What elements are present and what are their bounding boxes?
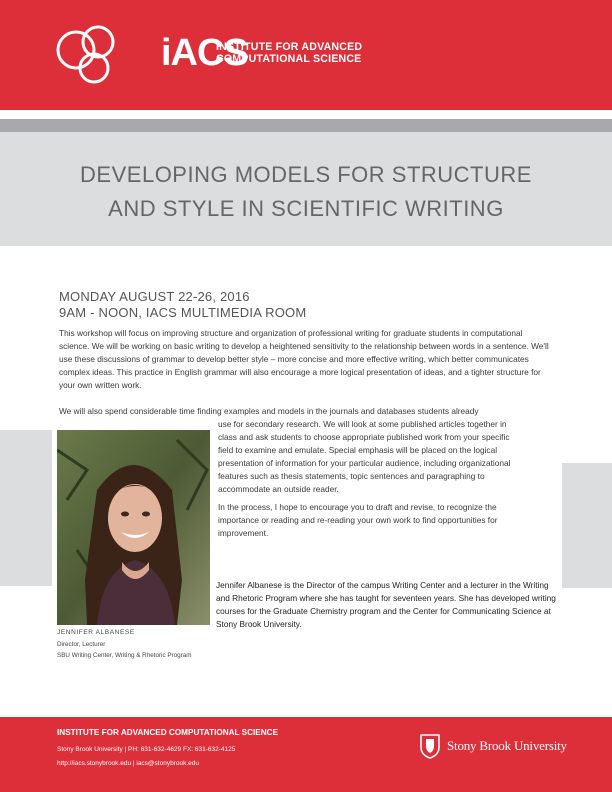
footer-org: INSTITUTE FOR ADVANCED COMPUTATIONAL SCIENCE: [57, 728, 279, 737]
institute-line-2: COMPUTATIONAL SCIENCE: [216, 53, 362, 65]
body-paragraph-3: In the process, I hope to encourage you to draft and revise, to recognize the importance or reading and re-reading your own work to find opportunities for improvement.: [218, 502, 498, 538]
event-date: MONDAY AUGUST 22-26, 2016: [59, 289, 250, 304]
university-name: Stony Brook University: [447, 738, 567, 753]
institute-line-1: INSTITUTE FOR ADVANCED: [216, 41, 363, 53]
title-line-1: DEVELOPING MODELS FOR STRUCTURE: [80, 162, 532, 187]
event-datetime: [59, 289, 306, 321]
footer-address: Stony Brook University | PH: 631-632-4629 FX: 631-632-4125: [57, 746, 236, 753]
speaker-photo: [57, 430, 210, 625]
institute-name: [216, 41, 362, 65]
footer-web[interactable]: http://iacs.stonybrook.edu | iacs@stonybrook.edu: [57, 760, 199, 767]
body-paragraph-2-rest: use for secondary research. We will look at some published articles together in class and ask students to choose appropriate published work from your specific field to examine and emulate. Special emphasis will be placed on the logical presentation of information for your particular audience, including organizational features such as thesis statements, topic sentences and paragraphing to accommodate an outside reader.: [218, 419, 511, 494]
logo-wordmark: iACS: [161, 32, 248, 74]
divider-stripe: [0, 119, 612, 132]
speaker-role: Director, Lecturer: [57, 641, 106, 648]
body-paragraph-2-start: We will also spend considerable time finding examples and models in the journals and databases students already: [59, 406, 479, 416]
speaker-name: JENNIFER ALBANESE: [57, 629, 135, 636]
side-decor-right: [562, 463, 612, 588]
title-line-2: AND STYLE IN SCIENTIFIC WRITING: [108, 196, 504, 221]
speaker-dept: SBU Writing Center, Writing & Rhetoric Program: [57, 652, 192, 659]
page-title: [0, 158, 612, 226]
event-time-place: 9AM - NOON, IACS MULTIMEDIA ROOM: [59, 305, 307, 320]
iacs-rings-icon: [52, 24, 162, 90]
side-decor-left: [0, 430, 52, 586]
body-paragraph-1: This workshop will focus on improving structure and organization of professional writing for graduate students in computational science. We will be working on basic writing to develop a heightened sensitivity to the relationship between words in a sentence. We'll use these discussions of grammar to develop better style – more concise and more effective writing, which better communicates complex ideas. This practice in English grammar will also encourage a more logical presentation of ideas, and a tighter structure for your own written work.: [59, 328, 549, 390]
iacs-logo: [52, 24, 364, 90]
speaker-bio: Jennifer Albanese is the Director of the campus Writing Center and a lecturer in the Writing and Rhetoric Program where she has taught for seventeen years. She has developed writing courses for the Graduate Chemistry program and the Center for Communicating Science at Stony Brook University.: [216, 580, 556, 629]
